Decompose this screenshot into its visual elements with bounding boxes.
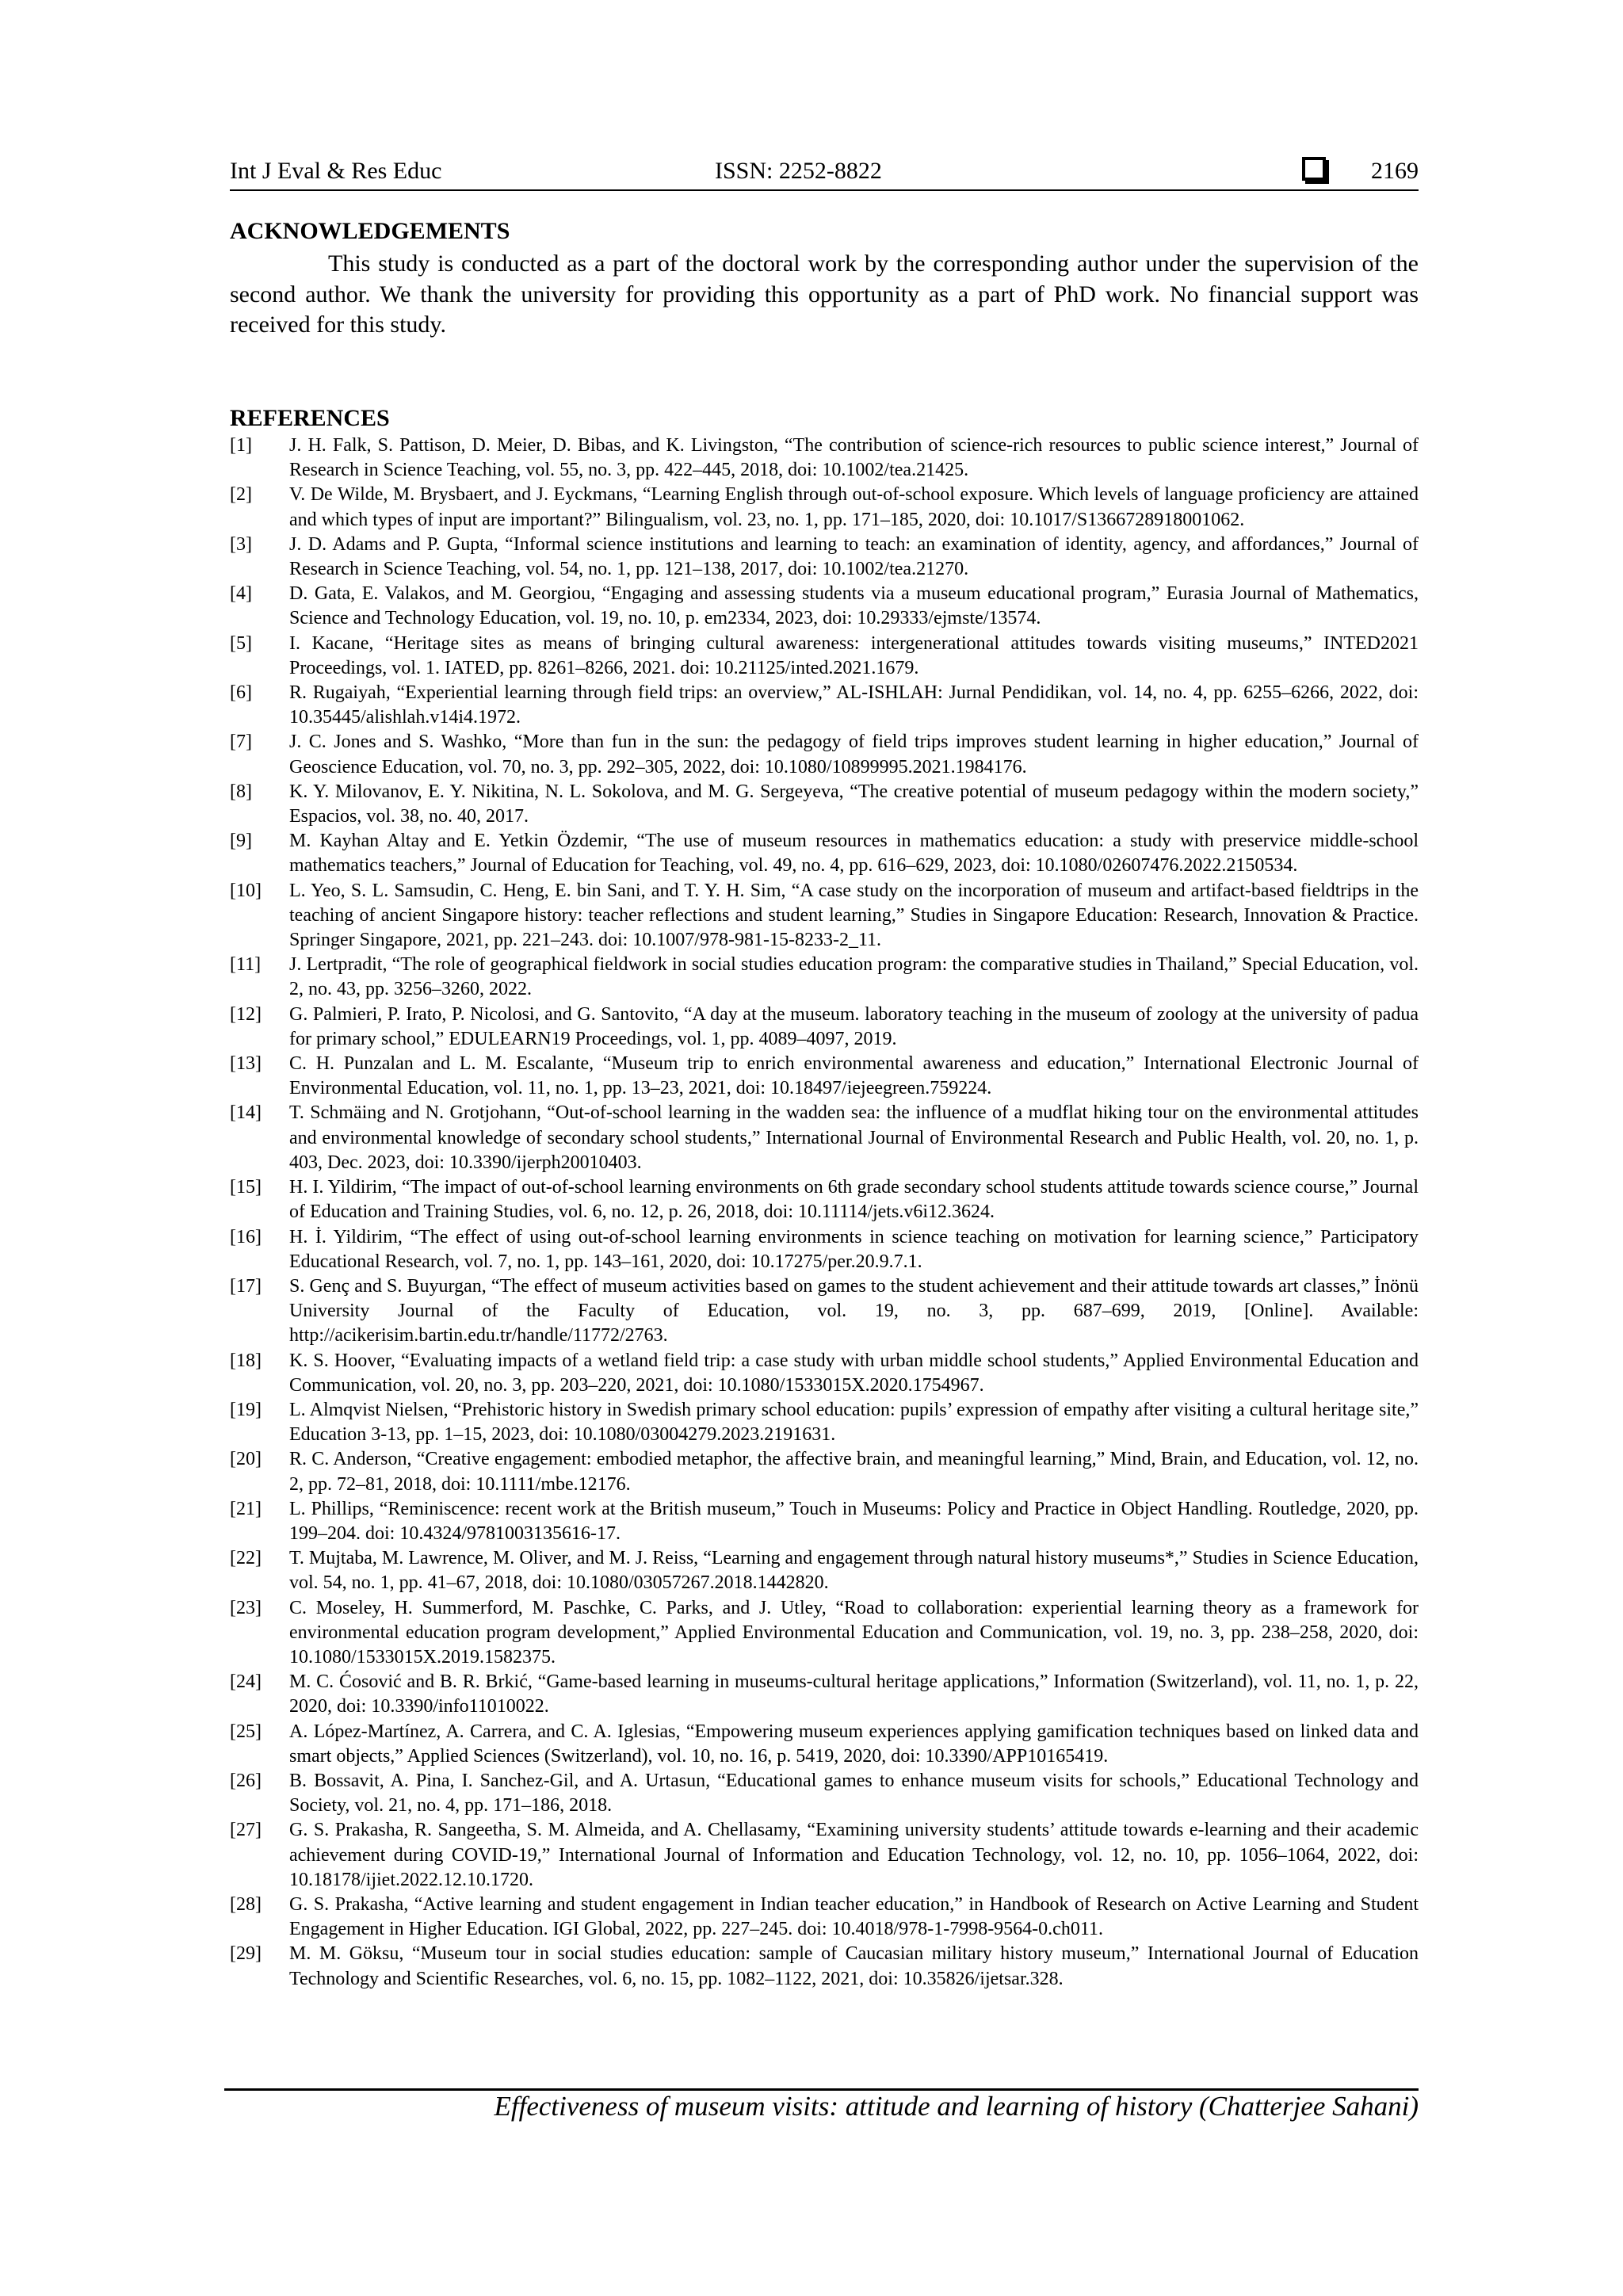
reference-number: [28] — [230, 1893, 262, 1915]
reference-item — [230, 1942, 1419, 1991]
reference-number: [19] — [230, 1399, 262, 1420]
reference-text: V. De Wilde, M. Brysbaert, and J. Eyckmans, “Learning English through out-of-school exposure. Which levels of language proficiency are attained and which types of input are important?” Bilingualism, vol. 23, no. 1, pp. 171–185, 2020, doi: 10.1017/S1366728918001062. — [289, 484, 1419, 530]
journal-name: Int J Eval & Res Educ — [230, 158, 442, 184]
reference-text: G. S. Prakasha, R. Sangeetha, S. M. Almeida, and A. Chellasamy, “Examining university students’ attitude towards e-learning and their academic achievement during COVID-19,” International Journal of Information and Education Technology, vol. 12, no. 10, pp. 1056–1064, 2022, doi: 10.18178/ijiet.2022.12.10.1720. — [289, 1820, 1419, 1890]
reference-item — [230, 1670, 1419, 1719]
references-heading: REFERENCES — [230, 405, 390, 431]
reference-text: I. Kacane, “Heritage sites as means of bringing cultural awareness: intergenerational attitudes towards visiting museums,” INTED2021 Proceedings, vol. 1. IATED, pp. 8261–8266, 2021. doi: 10.21125/inted.2021.1679. — [289, 632, 1419, 678]
reference-item — [230, 632, 1419, 681]
reference-text: L. Yeo, S. L. Samsudin, C. Heng, E. bin Sani, and T. Y. H. Sim, “A case study on the incorporation of museum and artifact-based fieldtrips in the teaching of ancient Singapore history: teacher reflections and student learning,” Studies in Singapore Education: Research, Innovation & Practice. Springer Singapore, 2021, pp. 221–243. doi: 10.1007/978-981-15-8233-2_11. — [289, 880, 1419, 951]
reference-number: [6] — [230, 682, 252, 704]
reference-number: [12] — [230, 1003, 262, 1025]
reference-number: [8] — [230, 781, 252, 802]
reference-text: B. Bossavit, A. Pina, I. Sanchez-Gil, and A. Urtasun, “Educational games to enhance museum visits for schools,” Educational Technology and Society, vol. 21, no. 4, pp. 171–186, 2018. — [289, 1770, 1419, 1817]
reference-number: [26] — [230, 1770, 262, 1791]
reference-text: C. Moseley, H. Summerford, M. Paschke, C. Parks, and J. Utley, “Road to collaboration: experiential learning theory as a framework for environmental education program development,” Applied Environmental Education and Communication, vol. 19, no. 3, pp. 238–258, 2020, doi: 10.1080/1533015X.2019.1582375. — [289, 1597, 1419, 1668]
reference-item — [230, 1175, 1419, 1224]
reference-number: [14] — [230, 1102, 262, 1124]
reference-text: J. D. Adams and P. Gupta, “Informal science institutions and learning to teach: an examination of identity, agency, and affordances,” Journal of Research in Science Teaching, vol. 54, no. 1, pp. 121–138, 2017, doi: 10.1002/tea.21270. — [289, 533, 1419, 580]
reference-item — [230, 1447, 1419, 1496]
reference-number: [24] — [230, 1671, 262, 1693]
reference-item — [230, 483, 1419, 532]
reference-number: [21] — [230, 1498, 262, 1519]
reference-number: [16] — [230, 1226, 262, 1247]
reference-text: M. C. Ćosović and B. R. Brkić, “Game-based learning in museums-cultural heritage applications,” Information (Switzerland), vol. 11, no. 1, p. 22, 2020, doi: 10.3390/info11010022. — [289, 1671, 1419, 1717]
reference-text: M. Kayhan Altay and E. Yetkin Özdemir, “The use of museum resources in mathematics education: a study with preservice middle-school mathematics teachers,” Journal of Education for Teaching, vol. 49, no. 4, pp. 616–629, 2023, doi: 10.1080/02607476.2022.2150534. — [289, 831, 1419, 877]
running-header — [230, 154, 1419, 189]
reference-text: G. S. Prakasha, “Active learning and student engagement in Indian teacher education,” in Handbook of Research on Active Learning and Student Engagement in Higher Education. IGI Global, 2022, pp. 227–245. doi: 10.4018/978-1-7998-9564-0.ch011. — [289, 1893, 1419, 1940]
reference-text: S. Genç and S. Buyurgan, “The effect of museum activities based on games to the student achievement and their attitude towards art classes,” İnönü University Journal of the Faculty of Education, vol. 19, no. 3, pp. 687–699, 2019, [Online]. Available: http://acikerisim.bartin.edu.tr/handle/11772/2763. — [289, 1275, 1419, 1347]
reference-text: D. Gata, E. Valakos, and M. Georgiou, “Engaging and assessing students via a museum educational program,” Eurasia Journal of Mathematics, Science and Technology Education, vol. 19, no. 10, p. em2334, 2023, doi: 10.29333/ejmste/13574. — [289, 583, 1419, 629]
reference-text: J. Lertpradit, “The role of geographical fieldwork in social studies education program: the comparative studies in Thailand,” Special Education, vol. 2, no. 43, pp. 3256–3260, 2022. — [289, 954, 1419, 1000]
acknowledgements-heading: ACKNOWLEDGEMENTS — [230, 218, 510, 244]
square-bullet-icon — [1302, 157, 1326, 181]
reference-number: [29] — [230, 1943, 262, 1965]
reference-number: [20] — [230, 1449, 262, 1470]
reference-number: [1] — [230, 435, 252, 456]
reference-text: J. H. Falk, S. Pattison, D. Meier, D. Bibas, and K. Livingston, “The contribution of science-rich resources to public science interest,” Journal of Research in Science Teaching, vol. 55, no. 3, pp. 422–445, 2018, doi: 10.1002/tea.21425. — [289, 435, 1419, 481]
reference-text: K. S. Hoover, “Evaluating impacts of a wetland field trip: a case study with urban middle school students,” Applied Environmental Education and Communication, vol. 20, no. 3, pp. 203–220, 2021, doi: 10.1080/1533015X.2020.1754967. — [289, 1350, 1419, 1396]
reference-item — [230, 1893, 1419, 1942]
reference-text: J. C. Jones and S. Washko, “More than fun in the sun: the pedagogy of field trips improves student learning in higher education,” Journal of Geoscience Education, vol. 70, no. 3, pp. 292–305, 2022, doi: 10.1080/10899995.2021.1984176. — [289, 732, 1419, 777]
reference-item — [230, 1101, 1419, 1175]
reference-text: T. Mujtaba, M. Lawrence, M. Oliver, and M. J. Reiss, “Learning and engagement through natural history museums*,” Studies in Science Education, vol. 54, no. 1, pp. 41–67, 2018, doi: 10.1080/03057267.2018.1442820. — [289, 1548, 1419, 1594]
reference-number: [23] — [230, 1597, 262, 1618]
reference-text: L. Almqvist Nielsen, “Prehistoric history in Swedish primary school education: pupils’ expression of empathy after visiting a cultural heritage site,” Education 3-13, pp. 1–15, 2023, doi: 10.1080/03004279.2023.2191631. — [289, 1399, 1419, 1446]
reference-number: [22] — [230, 1548, 262, 1569]
reference-text: R. C. Anderson, “Creative engagement: embodied metaphor, the affective brain, and meaningful learning,” Mind, Brain, and Education, vol. 12, no. 2, pp. 72–81, 2018, doi: 10.1111/mbe.12176. — [289, 1449, 1419, 1495]
reference-text: R. Rugaiyah, “Experiential learning through field trips: an overview,” AL-ISHLAH: Jurnal Pendidikan, vol. 14, no. 4, pp. 6255–6266, 2022, doi: 10.35445/alishlah.v14i4.1972. — [289, 682, 1419, 728]
reference-text: C. H. Punzalan and L. M. Escalante, “Museum trip to enrich environmental awareness and education,” International Electronic Journal of Environmental Education, vol. 11, no. 1, pp. 13–23, 2021, doi: 10.18497/iejeegreen.759224. — [289, 1053, 1419, 1099]
reference-number: [10] — [230, 880, 262, 901]
reference-number: [18] — [230, 1350, 262, 1371]
reference-number: [17] — [230, 1275, 262, 1297]
reference-number: [3] — [230, 533, 252, 555]
reference-item — [230, 434, 1419, 483]
reference-item — [230, 730, 1419, 779]
reference-number: [15] — [230, 1177, 262, 1198]
reference-item — [230, 1398, 1419, 1447]
acknowledgements-text: This study is conducted as a part of the doctoral work by the corresponding author under the supervision of the second author. We thank the university for providing this opportunity as a part of PhD work. No financial support was received for this study. — [230, 250, 1419, 338]
reference-item — [230, 780, 1419, 829]
reference-text: K. Y. Milovanov, E. Y. Nikitina, N. L. Sokolova, and M. G. Sergeyeva, “The creative potential of museum pedagogy within the modern society,” Espacios, vol. 38, no. 40, 2017. — [289, 781, 1419, 827]
reference-text: L. Phillips, “Reminiscence: recent work at the British museum,” Touch in Museums: Policy and Practice in Object Handling. Routledge, 2020, pp. 199–204. doi: 10.4324/9781003135616-17. — [289, 1498, 1419, 1544]
reference-item — [230, 681, 1419, 730]
reference-text: H. I. Yildirim, “The impact of out-of-school learning environments on 6th grade secondary school students attitude towards science course,” Journal of Education and Training Studies, vol. 6, no. 12, p. 26, 2018, doi: 10.11114/jets.v6i12.3624. — [289, 1177, 1419, 1223]
reference-list — [230, 434, 1419, 1992]
reference-item — [230, 1720, 1419, 1769]
reference-item — [230, 1274, 1419, 1349]
reference-item — [230, 582, 1419, 631]
reference-number: [9] — [230, 831, 252, 852]
reference-item — [230, 1003, 1419, 1052]
reference-number: [11] — [230, 954, 262, 976]
running-footer: Effectiveness of museum visits: attitude and learning of history (Chatterjee Sahani) — [494, 2091, 1419, 2122]
reference-number: [25] — [230, 1721, 262, 1742]
reference-item — [230, 1818, 1419, 1893]
reference-item — [230, 1225, 1419, 1274]
reference-text: A. López-Martínez, A. Carrera, and C. A. Iglesias, “Empowering museum experiences applying gamification techniques based on linked data and smart objects,” Applied Sciences (Switzerland), vol. 10, no. 16, p. 5419, 2020, doi: 10.3390/APP10165419. — [289, 1721, 1419, 1767]
reference-item — [230, 1769, 1419, 1818]
reference-text: T. Schmäing and N. Grotjohann, “Out-of-school learning in the wadden sea: the influence of a mudflat hiking tour on the environmental attitudes and environmental knowledge of secondary school students,” International Journal of Environmental Research and Public Health, vol. 20, no. 1, p. 403, Dec. 2023, doi: 10.3390/ijerph20010403. — [289, 1102, 1419, 1173]
reference-item — [230, 953, 1419, 1002]
reference-item — [230, 1596, 1419, 1671]
header-rule — [230, 189, 1419, 191]
reference-number: [4] — [230, 583, 252, 605]
page-number: 2169 — [1371, 158, 1419, 184]
reference-number: [13] — [230, 1053, 262, 1075]
reference-number: [7] — [230, 732, 252, 753]
reference-item — [230, 1497, 1419, 1546]
reference-text: G. Palmieri, P. Irato, P. Nicolosi, and G. Santovito, “A day at the museum. laboratory teaching in the museum of zoology at the university of padua for primary school,” EDULEARN19 Proceedings, vol. 1, pp. 4089–4097, 2019. — [289, 1003, 1419, 1049]
reference-text: M. M. Göksu, “Museum tour in social studies education: sample of Caucasian military history museum,” International Journal of Education Technology and Scientific Researches, vol. 6, no. 15, pp. 1082–1122, 2021, doi: 10.35826/ijetsar.328. — [289, 1943, 1419, 1989]
reference-number: [27] — [230, 1820, 262, 1841]
reference-item — [230, 1052, 1419, 1101]
reference-text: H. İ. Yildirim, “The effect of using out-of-school learning environments in science teaching on motivation for learning science,” Participatory Educational Research, vol. 7, no. 1, pp. 143–161, 2020, doi: 10.17275/per.20.9.7.1. — [289, 1226, 1419, 1272]
reference-item — [230, 533, 1419, 582]
reference-item — [230, 1349, 1419, 1398]
reference-item — [230, 1546, 1419, 1595]
reference-item — [230, 879, 1419, 953]
reference-number: [5] — [230, 632, 252, 654]
issn: ISSN: 2252-8822 — [715, 158, 882, 184]
reference-item — [230, 829, 1419, 878]
reference-number: [2] — [230, 484, 252, 506]
